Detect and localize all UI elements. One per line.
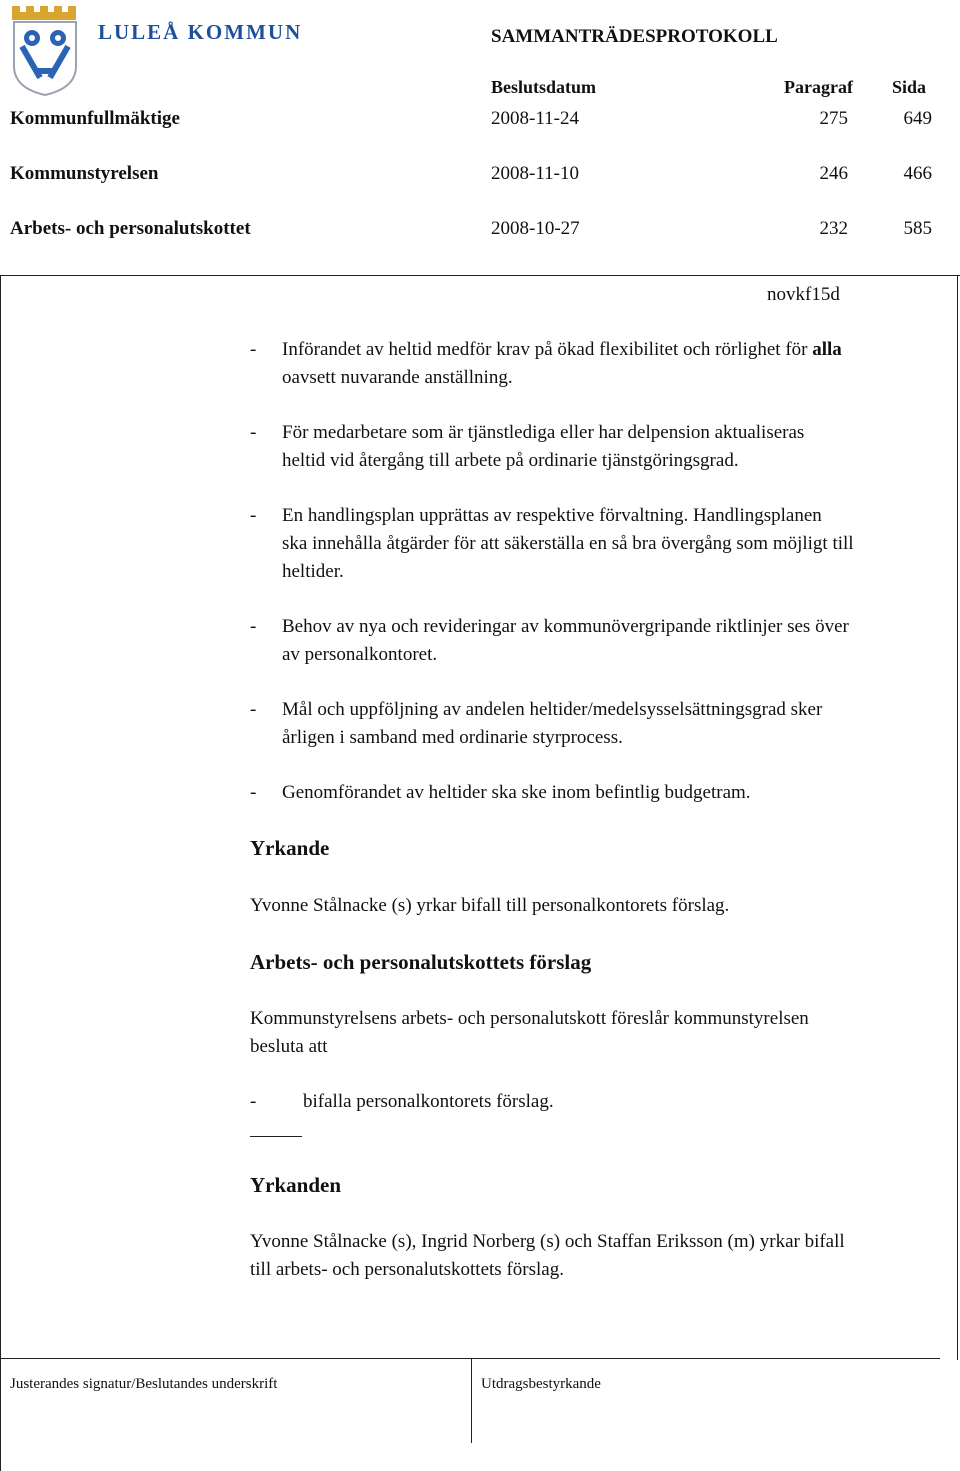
meeting-page: 585 <box>903 218 932 239</box>
bullet-dash: - <box>250 616 257 637</box>
section-heading-yrkande: Yrkande <box>250 836 330 860</box>
bullet-line: ska innehålla åtgärder för att säkerställa en så bra övergång som möjligt till <box>282 533 854 554</box>
decision-dash: - <box>250 1091 257 1112</box>
yrkanden-line: till arbets- och personalutskottets förslag. <box>250 1259 564 1280</box>
left-margin-line <box>0 275 1 1471</box>
bullet-line: För medarbetare som är tjänstlediga eller har delpension aktualiseras <box>282 422 805 443</box>
forslag-text <box>250 1005 809 1061</box>
short-separator-line <box>250 1136 302 1137</box>
meeting-paragraph: 246 <box>819 163 848 184</box>
meeting-paragraph: 232 <box>819 218 848 239</box>
footer-column-divider <box>471 1358 472 1443</box>
certified-label: Utdragsbestyrkande <box>481 1376 601 1392</box>
yrkanden-line: Yvonne Stålnacke (s), Ingrid Norberg (s) och Staffan Eriksson (m) yrkar bifall <box>250 1231 845 1252</box>
emphasis-word: alla <box>812 339 842 360</box>
footer-divider <box>0 1358 940 1359</box>
forslag-line: besluta att <box>250 1036 328 1057</box>
yrkande-text: Yvonne Stålnacke (s) yrkar bifall till personalkontorets förslag. <box>250 895 730 916</box>
section-heading-yrkanden: Yrkanden <box>250 1173 342 1197</box>
meeting-date: 2008-10-27 <box>491 218 580 239</box>
bullet-line: En handlingsplan upprättas av respektive förvaltning. Handlingsplanen <box>282 505 822 526</box>
section-heading-forslag: Arbets- och personalutskottets förslag <box>250 950 592 974</box>
bullet-line: årligen i samband med ordinarie styrprocess. <box>282 727 623 748</box>
bullet-dash: - <box>250 699 257 720</box>
bullet-line: Behov av nya och revideringar av kommunövergripande riktlinjer ses över <box>282 616 849 637</box>
org-name: LULEÅ KOMMUN <box>98 20 303 44</box>
meeting-paragraph: 275 <box>819 108 848 129</box>
header-divider <box>0 275 960 276</box>
column-header-paragraph: Paragraf <box>784 77 853 97</box>
bullet-line: oavsett nuvarande anställning. <box>282 367 513 388</box>
bullet-dash: - <box>250 782 257 803</box>
meeting-body: Kommunstyrelsen <box>10 163 159 184</box>
column-header-page: Sida <box>892 77 927 97</box>
forslag-line: Kommunstyrelsens arbets- och personalutskott föreslår kommunstyrelsen <box>250 1008 809 1029</box>
bullet-line: av personalkontoret. <box>282 644 438 665</box>
document-reference: novkf15d <box>767 284 840 305</box>
bullet-line: Mål och uppföljning av andelen heltider/medelsysselsättningsgrad sker <box>282 699 823 720</box>
document-type: SAMMANTRÄDESPROTOKOLL <box>491 26 778 47</box>
decision-text: bifalla personalkontorets förslag. <box>303 1091 554 1112</box>
signature-label: Justerandes signatur/Beslutandes underskrift <box>10 1376 278 1392</box>
bullet-line: heltider. <box>282 561 344 582</box>
meeting-body: Kommunfullmäktige <box>10 108 180 129</box>
meeting-body: Arbets- och personalutskottet <box>10 218 251 239</box>
column-header-date: Beslutsdatum <box>491 77 597 97</box>
bullet-line: Införandet av heltid medför krav på ökad flexibilitet och rörlighet för alla <box>282 339 842 360</box>
yrkanden-text <box>250 1228 845 1284</box>
meeting-date: 2008-11-24 <box>491 108 579 129</box>
bullet-line: heltid vid återgång till arbete på ordinarie tjänstgöringsgrad. <box>282 450 739 471</box>
bullet-line: Genomförandet av heltider ska ske inom befintlig budgetram. <box>282 782 751 803</box>
meeting-date: 2008-11-10 <box>491 163 579 184</box>
meeting-page: 466 <box>903 163 932 184</box>
meeting-page: 649 <box>903 108 932 129</box>
bullet-dash: - <box>250 422 257 443</box>
bullet-dash: - <box>250 339 257 360</box>
bullet-dash: - <box>250 505 257 526</box>
lulea-coat-of-arms-logo <box>10 6 80 96</box>
